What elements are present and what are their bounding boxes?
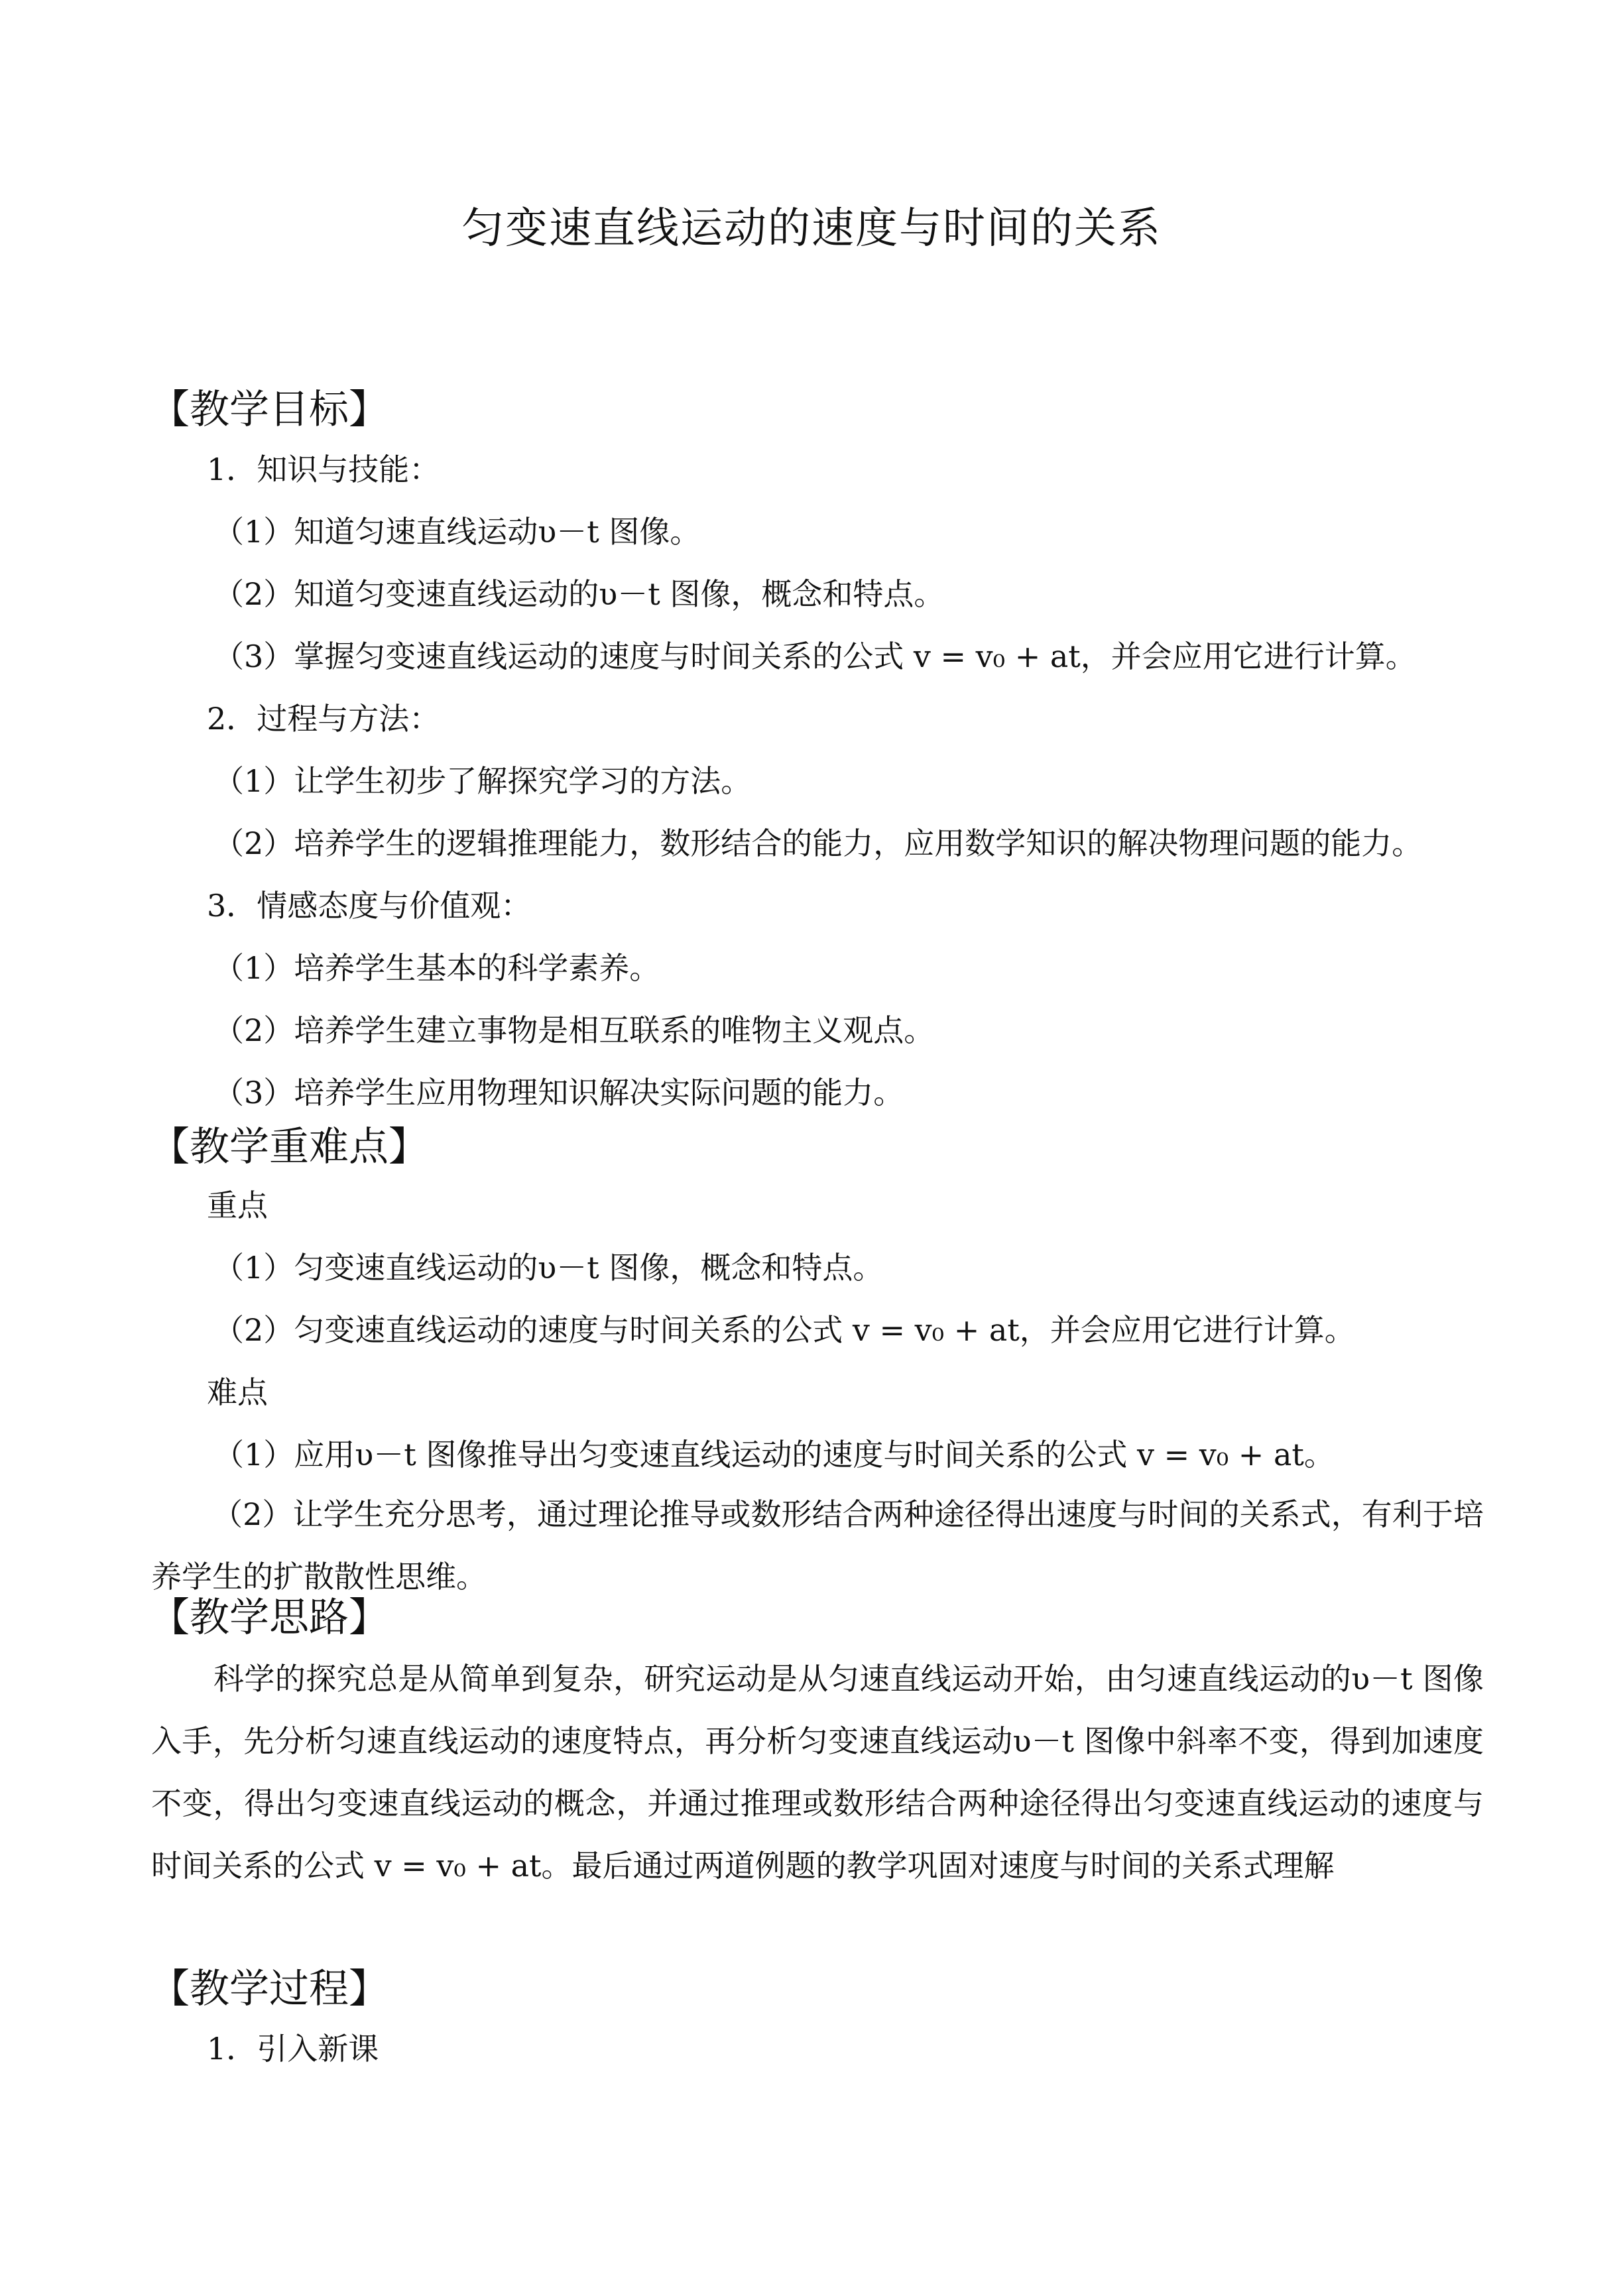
objective-item: （3）培养学生应用物理知识解决实际问题的能力。: [213, 1075, 904, 1111]
objective-item: 3．情感态度与价值观：: [207, 888, 532, 924]
section-heading-process: 【教学过程】: [150, 1966, 389, 2012]
key-point-item: （2）匀变速直线运动的速度与时间关系的公式 v = v₀ + at，并会应用它进行计算。: [213, 1312, 1355, 1348]
objective-item: 2．过程与方法：: [207, 701, 440, 737]
section-heading-approach: 【教学思路】: [150, 1595, 389, 1641]
section-heading-key-points: 【教学重难点】: [150, 1124, 428, 1170]
process-item: 1．引入新课: [207, 2031, 379, 2067]
objective-item: （3）掌握匀变速直线运动的速度与时间关系的公式 v = v₀ + at，并会应用它进行计算。: [213, 638, 1416, 674]
objective-item: 1．知识与技能：: [207, 452, 440, 487]
key-point-item: （1）应用υ－t 图像推导出匀变速直线运动的速度与时间关系的公式 v = v₀ + at。: [213, 1437, 1335, 1473]
objective-item: （2）培养学生的逻辑推理能力，数形结合的能力，应用数学知识的解决物理问题的能力。: [213, 825, 1423, 861]
objective-item: （1）知道匀速直线运动υ－t 图像。: [213, 514, 701, 550]
objective-item: （2）培养学生建立事物是相互联系的唯物主义观点。: [213, 1012, 935, 1048]
document-title: 匀变速直线运动的速度与时间的关系: [461, 204, 1162, 253]
approach-paragraph: 科学的探究总是从简单到复杂，研究运动是从匀速直线运动开始，由匀速直线运动的υ－t 图像入手，先分析匀速直线运动的速度特点，再分析匀变速直线运动υ－t 图像中斜率不变，得到加速度不变，得出匀变速直线运动的概念，并通过推理或数形结合两种途径得出匀变速直线运动的速度与时间关系的公式 v = v₀ + at。最后通过两道例题的教学巩固对速度与时间的关系式理解: [151, 1661, 1484, 1884]
objective-item: （1）让学生初步了解探究学习的方法。: [213, 763, 752, 799]
objective-item: （1）培养学生基本的科学素养。: [213, 950, 660, 986]
key-point-item: 难点: [207, 1374, 268, 1410]
key-point-item: 重点: [207, 1187, 268, 1223]
key-point-item: （1）匀变速直线运动的υ－t 图像，概念和特点。: [213, 1250, 884, 1286]
section-heading-objectives: 【教学目标】: [150, 387, 389, 433]
key-point-paragraph: （2）让学生充分思考，通过理论推导或数形结合两种途径得出速度与时间的关系式，有利于培养学生的扩散散性思维。: [151, 1496, 1484, 1595]
objective-item: （2）知道匀变速直线运动的υ－t 图像，概念和特点。: [213, 576, 945, 612]
